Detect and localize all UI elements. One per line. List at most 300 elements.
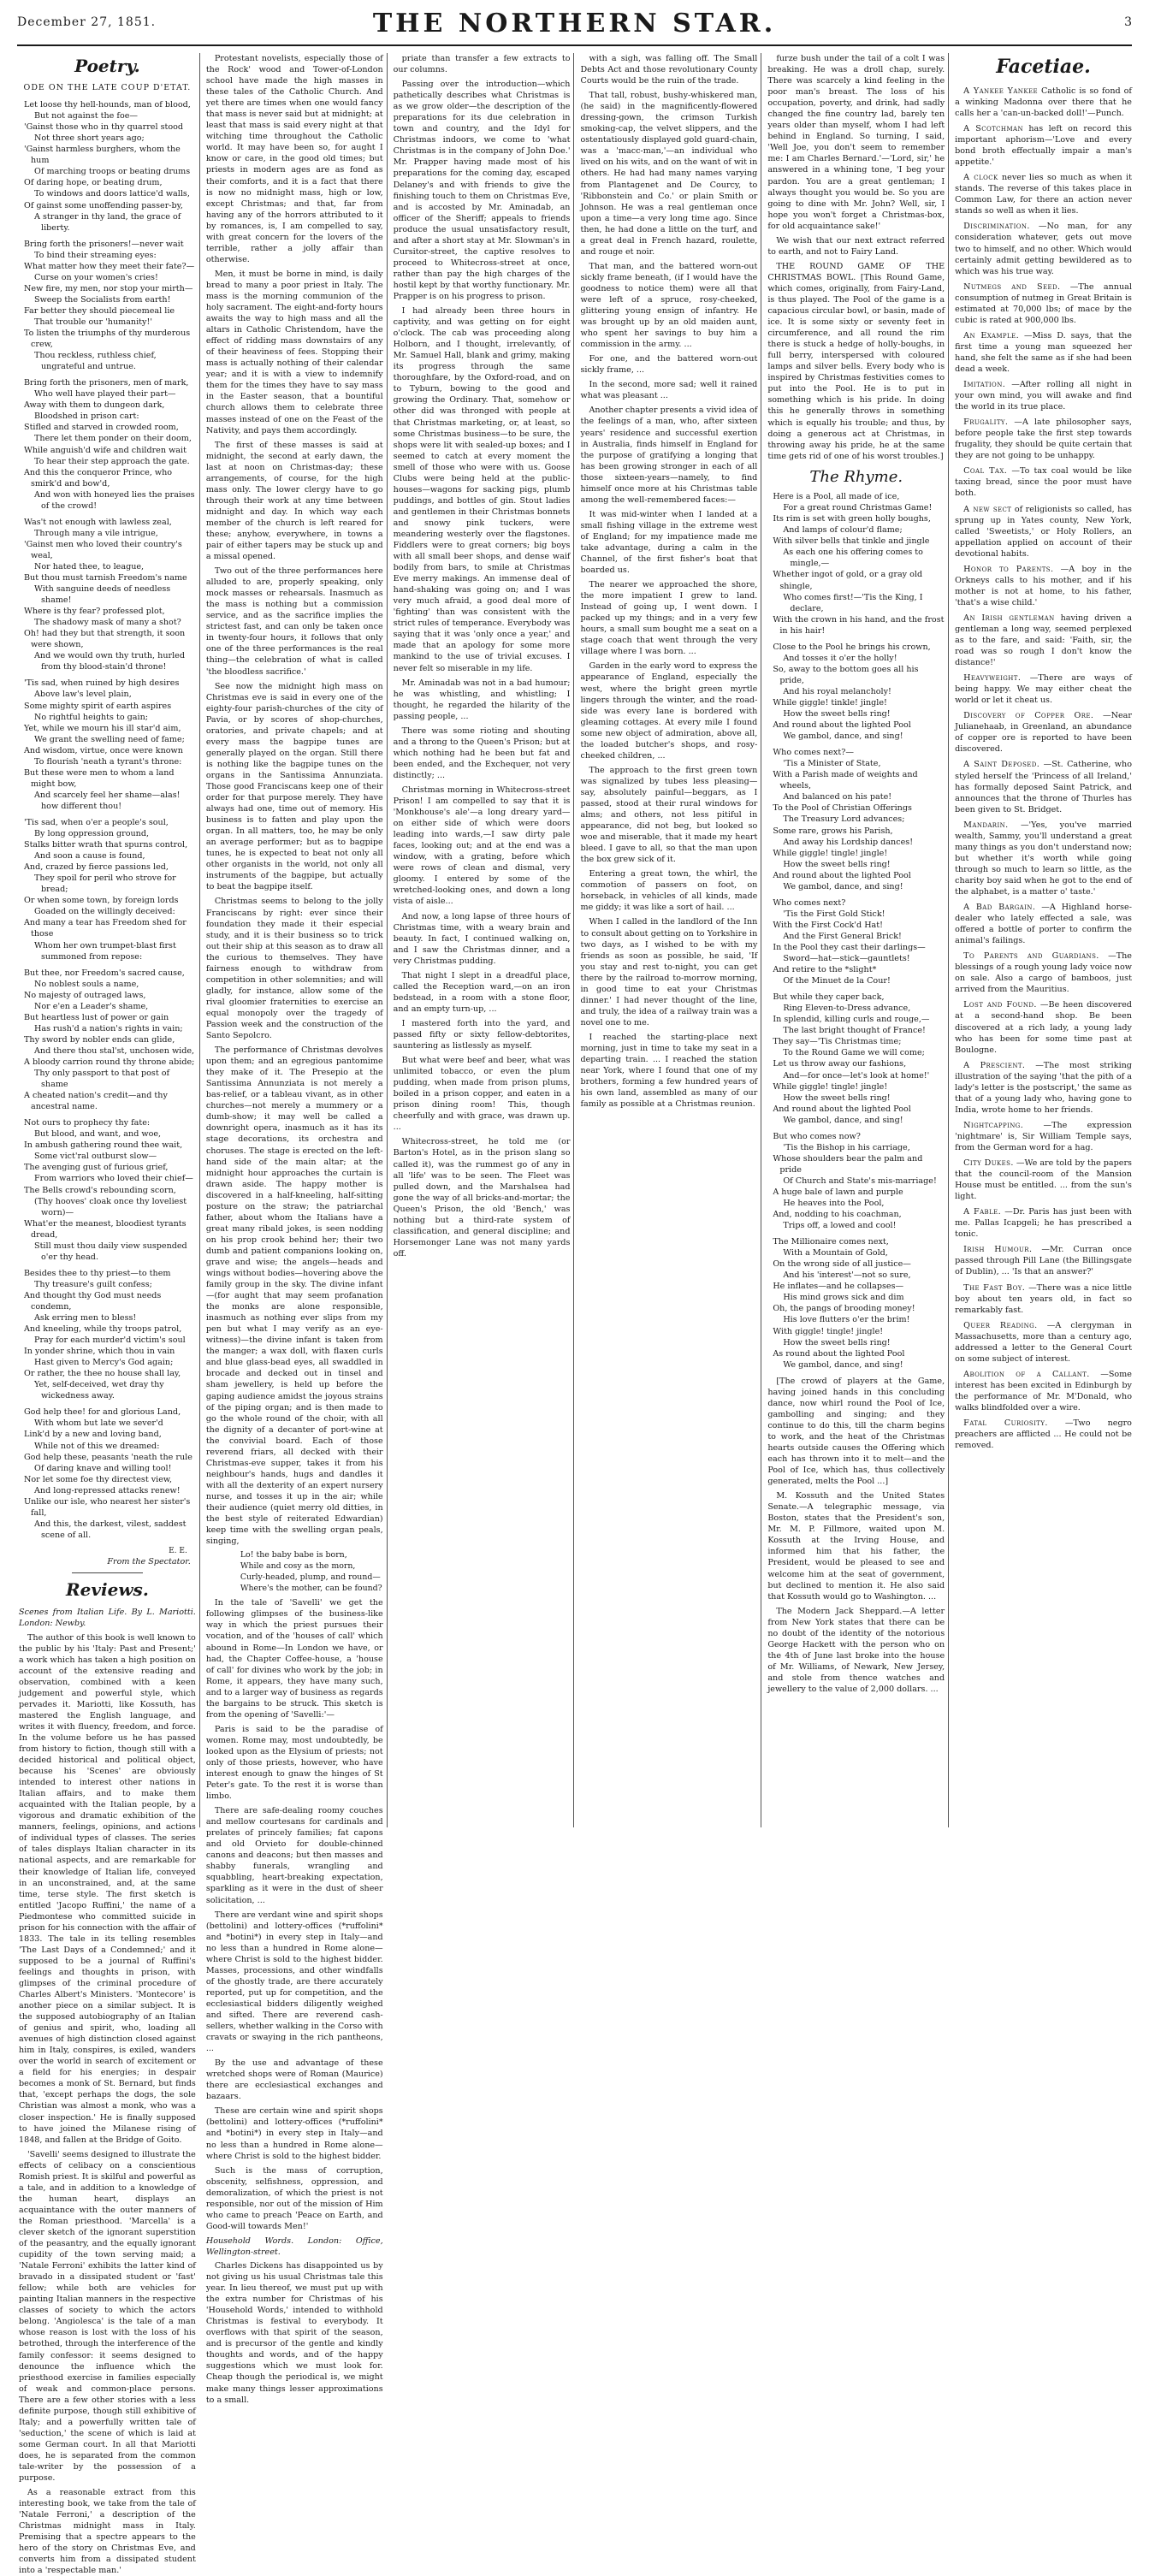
verse-line: But these were men to whom a land might bow, xyxy=(24,767,175,789)
paragraph: Such is the mass of corruption, obscenity, selfishness, oppression, and demoralization, of which the priest is not responsible, nor out of the mission of Him who came to preach 'Peace on Earth, and Good-will towards Men!' xyxy=(205,2165,383,2231)
verse-line: His love flutters o'er the brim! xyxy=(783,1315,910,1325)
poem-signature: E. E. xyxy=(169,1546,187,1555)
verse-line: Nor let some foe thy directest view, xyxy=(24,1474,173,1484)
paragraph: For one, and the battered worn-out sickly frame, ... xyxy=(580,354,758,376)
verse-line: While giggle! tingle! jingle! xyxy=(773,1081,888,1092)
review-continued xyxy=(206,53,383,1547)
verse-line: But who comes now? xyxy=(773,1131,861,1141)
verse-line: They spoil for peril who strove for bread; xyxy=(34,873,176,895)
verse-line: Away with them to dungeon dark, xyxy=(24,400,165,411)
facetiae-text: —Be heen discovered at a second-hand shop. Be been discovered at a rich lady, a young lady who has been for some time past at Boulogne. xyxy=(955,1000,1132,1055)
facetiae-lead: Irish Humour. xyxy=(963,1245,1033,1255)
verse-line: And, nodding to his coachman, xyxy=(773,1210,902,1220)
verse-line: His mind grows sick and dim xyxy=(783,1293,904,1303)
verse-line: From warriors who loved their chief— xyxy=(34,1174,193,1184)
verse-line: We gambol, dance, and sing! xyxy=(783,881,903,891)
facetiae-lead: Queer Reading. xyxy=(963,1320,1038,1330)
facetiae-text: —Dr. Paris has just been with me. Pallas Icapgeli; he has prescribed a tonic. xyxy=(955,1207,1132,1240)
verse-line: And round about the lighted Pool xyxy=(773,1104,911,1114)
verse-line: Bring forth the prisoners!—never wait xyxy=(24,239,184,249)
verse-line: No noblest souls a name, xyxy=(34,979,139,989)
verse-line: But blood, and want, and woe, xyxy=(34,1129,162,1140)
stanza xyxy=(767,747,945,892)
verse-line: And this, the darkest, vilest, saddest scene of all. xyxy=(34,1519,187,1540)
paragraph: When I called in the landlord of the Inn to consult about getting on to Yorkshire in two days, as I wished to be with my friends as soon as possible, he said, 'If you stay and rest to-night, you can get there by the railroad to-morrow morning, in good time to eat your Christmas dinner.' I had never thought of the line, and truly, the idea of a railway train was a novel one to me. xyxy=(580,917,758,1027)
paragraph: The first of these masses is said at midnight, the second at early dawn, the last at noon on Christmas-day; these arrangements, of course, for the high mass only. The lower clergy have to go through their work at any time between midnight and day. In which way each member of the church is left reared for these; anyhow, everywhere, in towns a pair of either tapers may be stuck up and a missal opened. xyxy=(205,440,383,562)
facetiae-heading: Facetiae. xyxy=(996,56,1091,78)
paragraph: I had already been three hours in captivity, and was getting on for eight o'clock. The cab was proceeding along Holborn, and I thought, irrelevantly, of Mr. Samuel Hall, blank and grimy, making its progress through the same thoroughfare, by the Oxford-road, and on to Tyburn, bowing to the good and growing the Ordinary. That, somehow or other did was thronged with people at that Christmas marketing, or, at least, so some Christmas business—to be sure, the shops were lit with sealed-up boxes; and I seemed to catch at every moment the smell of those who were with us. Goose Clubs were being held at the public-houses—wagons for sacking pigs, plumb puddings, and bottles of gin. Stout ladies and gentlemen in their Christmas bonnets and snowy pink tuckers, were meandering westerly over the flagstones. Fiddlers were to great corners; big boys with all small beer shops, and dense waif bodily from bars, to smile at Christmas Eve merry makings. An immense deal of hand-shaking was going on; and I was very much afraid, a good deal more of 'fighting' than was consistent with the strict rules of temperance. Everybody was saying that it was 'only once a year,' and made that an apology for some more mankind to the use of trivial excuses. I never felt so miserable in my life. xyxy=(393,306,571,673)
paragraph: As a reasonable extract from this interesting book, we take from the tale of 'Natale Ferroni,' a description of the Christmas midnight mass in Italy. Premising that a spectre appears to the hero of the story on Christmas Eve, and converts him from a dissipated student into a 'respectable man.' xyxy=(19,2488,196,2576)
verse-line: But not against the foe— xyxy=(34,111,139,121)
paragraph: These are certain wine and spirit shops (bettolini) and lottery-offices (*ruffolini* and *botini*) in every step in Italy—and no less than a hundred in Rome alone—where Christ is sold to the highest bidder. xyxy=(205,2106,383,2161)
facetiae-text: —'Yes, you've married wealth, Sammy, you'll understand a great many things as you don't understand now; but whether it's worth while going through so much to learn so little, as the charity boy said when he got to the end of the alphabet, is a matter o' taste.' xyxy=(955,820,1132,897)
verse-line: Hast given to Mercy's God again; xyxy=(34,1358,174,1368)
verse-line: In ambush gathering round thee wait, xyxy=(24,1140,183,1151)
verse-line: We gambol, dance, and sing! xyxy=(783,1359,903,1370)
verse-line: And scarcely feel her shame—alas! how different thou! xyxy=(34,790,181,811)
poem-title: ODE ON THE LATE COUP D'ETAT. xyxy=(23,83,192,93)
verse-line: We grant the swelling need of fame; xyxy=(34,734,185,744)
christmas-extract xyxy=(767,53,945,258)
paragraph: Whitecross-street, he told me (or Barton's Hotel, as in the prison slang so called it), was the rummest go of any in all 'life' was to be seen. The Fleet was pulled down, and the Marshalsea had gone the way of all bricks-and-mortar; the Queen's Prison, the old 'Bench,' was nothing but a third-rate system of classification, and general discipline; and Horsemonger Lane was not many yards off. xyxy=(393,1137,571,1258)
paragraph: I reached the starting-place next morning, just in time to take my seat in a departing train. ... I reached the station near York, where I found that one of my brothers, forming a few hundred years of his own land, assembled as many of our family as possible at a Christmas reunion. xyxy=(580,1032,758,1110)
stanza xyxy=(19,99,196,234)
verse-line: Stifled and starved in crowded room, xyxy=(24,423,179,433)
verse-line: 'Tis the First Gold Stick! xyxy=(783,909,885,919)
facetiae-text: —The annual consumption of nutmeg in Great Britain is estimated at 70,000 lbs; of mace by the cubic is rated at 900,000 lbs. xyxy=(955,281,1132,325)
verse-line: Ask erring men to bless! xyxy=(34,1313,137,1324)
paragraph: Another chapter presents a vivid idea of the feelings of a man, who, after sixteen years' residence and successful exertion in Australia, finds himself in England for the purpose of gratifying a longing that has been growing stronger in each of all those sixteen-years—namely, to find himself once more at his Christmas table among the well-remembered faces:— xyxy=(580,406,758,505)
facetiae-text: —We are told by the papers that the council-room of the Mansion House must be entitled. ... from the sun's light. xyxy=(955,1158,1132,1202)
verse-line: The shadowy mask of many a shot? xyxy=(34,618,181,628)
verse-line: Thy treasure's guilt confess; xyxy=(34,1279,152,1289)
verse-line: And his royal melancholy! xyxy=(783,686,891,696)
stanza xyxy=(767,642,945,742)
facetiae-lead: A Yankee Yankee xyxy=(963,86,1038,96)
verse-line: While not of this we dreamed: xyxy=(34,1441,160,1451)
verse-line: Of the Minuet de la Cour! xyxy=(783,976,891,986)
facetiae-lead: Nutmegs and Seed. xyxy=(963,281,1061,292)
verse-line: With the First Cock'd Hat! xyxy=(773,920,883,930)
verse-line: Pray for each murder'd victim's soul xyxy=(34,1335,186,1346)
paragraph: But what were beef and beer, what was unlimited tobacco, or even the plum pudding, when made from prison plums, boiled in a prison copper, and eaten in a prison dining room! This, though cheerfully and with grace, was drawn up. ... xyxy=(393,1056,571,1133)
prison-extract xyxy=(394,53,571,1259)
stanza xyxy=(767,992,945,1126)
verse-line: Bloodshed in prison cart: xyxy=(34,412,139,422)
facetiae-lead: A Prescient. xyxy=(963,1060,1026,1070)
verse-line: 'Tis a Minister of State, xyxy=(783,759,881,769)
newspaper-title: THE NORTHERN STAR. xyxy=(372,9,777,38)
facetiae-text: —A boy in the Orkneys calls to his mother, and if his mother is not at home, to his father, 'that's a wise child.' xyxy=(955,564,1132,607)
facetiae-item xyxy=(955,330,1132,375)
verse-line: Who comes next? xyxy=(773,897,846,908)
facetiae-item xyxy=(955,1060,1132,1116)
verse-line: How the sweet bells ring! xyxy=(783,859,891,869)
verse-line: Sword—hat—stick—gauntlets! xyxy=(783,954,910,964)
column-4 xyxy=(578,53,757,1827)
verse-line: (Thy hooves' cloak once thy loveliest worn)— xyxy=(34,1196,187,1217)
facetiae-lead: Imitation. xyxy=(963,380,1006,390)
verse-line: Goaded on the willingly deceived: xyxy=(34,907,175,917)
verse-line: Curse on your women's cries! xyxy=(34,272,158,282)
facetiae-lead: A Scotchman xyxy=(963,124,1023,134)
stanza xyxy=(19,678,196,812)
verse-line: 'Tis the Bishop in his carriage, xyxy=(783,1142,910,1152)
household-words-text: Charles Dickens has disappointed us by not giving us his usual Christmas tale this year. In lieu thereof, we must put up with the extra number for Christmas of his 'Household Words,' intended to withhold Christmas is festival to everybody. It overflows with that spirit of the season, and is precursor of the gentle and kindly thoughts and words, and of the happy suggestions which we must look for. Cheap though the periodical is, we might make many things lesser approximations to a small. xyxy=(205,2260,383,2405)
verse-line: And this the conqueror Prince, who smirk'd and bow'd, xyxy=(24,467,173,489)
facetiae-text: having driven a gentleman a long way, seemed perplexed as to the fare, and said: 'Faith, sir, the road was so rough I don't know the distance!' xyxy=(955,613,1132,668)
reviews-section-heading: Reviews. xyxy=(66,1579,149,1601)
paragraph: 'Savelli' seems designed to illustrate the effects of celibacy on a conscientious Romish priest. It is skilful and powerful as a tale, and in addition to a knowledge of the human heart, displays an acquaintance with the outer manners of the Roman priesthood. 'Marcella' is a clever sketch of the ignorant superstition of the peasantry, and the equally ignorant cupidity of the town serving maid; a 'Natale Ferroni' exhibits the latter kind of bravado in a dissipated student or 'fast' fellow; while both are vehicles for painting Italian manners in the respective classes of society to which the actors belong. 'Angiolesca' is the tale of a man whose reason is lost with the loss of his betrothed, through the interference of the family confessor: it seems designed to denounce the influence which the priesthood exercise in families especially of weak and common-place persons. There are a few other stories with a less definite purpose, though still exhibitive of Italy; and a powerfully written tale of 'seduction,' the scene of which is laid at some German court. In all that Mariotti does, he is separated from the common tale-writer by the possession of a purpose. xyxy=(19,2149,196,2484)
facetiae-item xyxy=(955,902,1132,946)
verse-line: And won with honeyed lies the praises of the crowd! xyxy=(34,489,195,511)
facetiae-item xyxy=(955,710,1132,755)
verse-line: Some vict'ral outburst slow— xyxy=(34,1152,157,1162)
news-items xyxy=(767,1490,945,1695)
verse-line: Thou reckless, ruthless chief, ungrateful and untrue. xyxy=(34,351,157,372)
paragraph: with a sigh, was falling off. The Small Debts Act and those revolutionary County Courts would be the ruin of the trade. xyxy=(580,54,758,86)
stanza xyxy=(19,1268,196,1402)
verse-line: To listen the triumphs of thy murderous crew, xyxy=(24,329,191,350)
verse-line: With whom but late we sever'd xyxy=(34,1418,163,1429)
verse-line: That trouble our 'humanity!' xyxy=(34,317,152,327)
verse-line: Who well have played their part— xyxy=(34,389,176,400)
verse-line: And kneeling, while thy troops patrol, xyxy=(24,1324,182,1335)
verse-line: The Millionaire comes next, xyxy=(773,1237,889,1247)
verse-line: With sanguine deeds of needless shame! xyxy=(34,584,171,606)
facetiae-lead: Abolition of a Callant. xyxy=(963,1369,1090,1379)
paragraph: Passing over the introduction—which pathetically describes what Christmas is as we grow older—the description of the preparations for its due celebration in town and country, and the Idyl for Christmas indoors, we come to 'what Christmas is in the company of John Doe.' Mr. Prapper having made most of his preparations for the coming day, escaped Delaney's and with friends to give the finishing touch to them on Christmas Eve, and is accosted by Mr. Aminadab, an officer of the Sheriff; appeals to friends produce the usual unsatisfactory result, and after a short stay at Mr. Slowman's in Cursitor-street, the captive resolves to proceed to Whitecross-street at once, rather than pay the high charges of the hostil kept by that worthy functionary. Mr. Prapper is on his progress to prison. xyxy=(393,80,571,301)
verse-line: And balanced on his pate! xyxy=(783,792,892,802)
facetiae-text: —A late philosopher says, before people take the first step towards frugality, they should be quite certain that they are not going to be unhappy. xyxy=(955,417,1132,461)
verse-line: A stranger in thy land, the grace of liberty. xyxy=(34,211,181,233)
verse-line: Let loose thy hell-hounds, man of blood, xyxy=(24,100,191,110)
verse-line: And we would own thy truth, hurled from thy blood-stain'd throne! xyxy=(34,651,185,672)
facetiae-text: —No man, for any consideration whatever, gets out move two to himself, and no other. Which would certainly admit getting bewildered as to which was his true way. xyxy=(955,222,1132,276)
verse-line: Whether ingot of gold, or a gray old shingle, xyxy=(773,570,923,591)
round-game-intro: THE ROUND GAME OF THE CHRISTMAS BOWL. [This Round Game, which comes, originally, from Fairy-Land, is thus played. The Pool of the game is a capacious circular bowl, or basin, made of ice. It is some sixty or seventy feet in circumference, and all round the rim there is stuck a hedge of holly-boughs, in full berry, interspersed with coloured lamps and silver bells. Every body who is inspired by Christmas festivities comes to put into the Pool. He is to put in something which is his pride. In doing this he generally throws in something which is equally his trouble; and thus, by doing a generous act at Christmas, in throwing away his pride, he at the same time gets rid of one of his worst troubles.] xyxy=(767,261,945,461)
verse-line: With the crown in his hand, and the frost in his hair! xyxy=(773,614,945,636)
facetiae-lead: A Bad Bargain. xyxy=(963,903,1036,913)
verse-line: And lamps of colour'd flame; xyxy=(783,525,903,536)
facetiae-item xyxy=(955,379,1132,412)
facetiae-lead: Fatal Curiosity. xyxy=(963,1418,1048,1429)
facetiae-text: —There was a nice little boy about ten years old, in fact so remarkably fast. xyxy=(955,1282,1132,1315)
facetiae-text: —Miss D. says, that the first time a young man squeezed her hand, she felt the same as if she had been dead a week. xyxy=(955,330,1132,374)
paragraph: The performance of Christmas devolves upon them; and an egregious pantomime they make of it. The Presepio at the Santissima Annunziata is not merely a bas-relief, or a tableau vivant, as in other churches—not merely a mummery or a dumb-show; it may well be called a downright opera, inasmuch as it has its stage decorations, its orchestra and choruses. The stage is erected on the left-hand side of the main altar; at the midnight hour approaches the curtain is drawn aside. The happy mother is discovered in a half-kneeling, half-sitting posture on the straw; the patriarchal father, about whom the Italians have a great many ribald jokes, is seen nodding on his prop crook behind her; their two dumb and patient companions looking on, grave and wise; the angels—heads and wings without bodies—hovering above the family group in the sky. The divine infant—(for aught that may seem profanation the monks are alone responsible, inasmuch as nothing ever slips from my pen but what I may verify as an eye-witness)—the divine infant is taken from the manger; a wax doll, with flaxen curls and blue glass-bead eyes, all swaddled in brocade and decked out in tinsel and sham jewellery, is held up before the gaping audience amidst the joyous strains of the piping organ; and is then made to go the whole round of the choir, with all the dignity of a decanter of port-wine at the convivial board. Each of those reverend friars, all decked with their Christmas-eve supper, takes it from his neighbour's hands, hugs and dandles it with all the dexterity of an expert nursery nurse, and tosses it up in the air; while their audience (quiet merry old ditties, in the best style of reiterated Edwardian) keep time with the swelling organ peals, singing, xyxy=(205,1045,383,1547)
verse-line: To windows and doors lattice'd walls, xyxy=(34,189,190,199)
stanza xyxy=(767,1131,945,1231)
verse-line: And many a tear has Freedom shed for those xyxy=(24,918,187,939)
facetiae-item xyxy=(955,465,1132,499)
facetiae-lead: Discrimination. xyxy=(963,222,1030,232)
verse-line: A huge bale of lawn and purple xyxy=(773,1187,903,1197)
rhyme xyxy=(767,491,945,1371)
verse-line: He inflates—and he collapses— xyxy=(773,1282,904,1292)
verse-line: And—for once—let's look at home!' xyxy=(783,1070,930,1081)
facetiae-text: —To tax coal would be like taxing bread, since the poor must have both. xyxy=(955,466,1132,499)
verse-line: To the Round Game we will come; xyxy=(783,1048,925,1058)
column-5 xyxy=(766,53,945,1827)
paragraph: Paris is said to be the paradise of women. Rome may, most undoubtedly, be looked upon as the Elysium of priests; not only of those priests, however, who have interest enough to gnaw the hinges of St Peter's gate. To the rest it is worse than limbo. xyxy=(205,1724,383,1802)
verse-line: Where is thy fear? professed plot, xyxy=(24,607,165,617)
verse-line: As round about the lighted Pool xyxy=(773,1348,905,1359)
verse-line: So, away to the bottom goes all his pride, xyxy=(773,664,919,685)
facetiae-item xyxy=(955,86,1132,119)
stanza xyxy=(19,817,196,962)
facetiae-text: —A Highland horse-dealer who lately effected a sale, was offered a bottle of porter to confirm the animal's failings. xyxy=(955,903,1132,946)
verse-line: Where's the mother, can be found? xyxy=(240,1583,382,1593)
paragraph: The nearer we approached the shore, the more impatient I grew to land. Instead of going up, I went down. I packed up my things; and in a very few hours, a small sum bought me a seat on a stage coach that went through the very village where I was born. ... xyxy=(580,580,758,657)
masthead xyxy=(17,7,1132,46)
paragraph: The author of this book is well known to the public by his 'Italy: Past and Present;' a work which has taken a high position on account of the extensive reading and observation, combined with a keen judgement and powerful style, which pervades it. Mariotti, like Kossuth, has mastered the English language, and writes it with fluency, freedom, and force. In the volume before us he has passed from history to fiction, though still with a decided historical and political object, because his 'Scenes' are obviously intended to interest other nations in Italian affairs, and to make them acquainted with the Italian people, by a vigorous and dramatic exhibition of the manners, feelings, opinions, and actions of individual types of classes. The series of tales displays Italian character in its national aspects, and are remarkable for their knowledge of Italian life, conveyed in an unconstrained, and, at the same time, terse style. The first sketch is entitled 'Jacopo Ruffini,' the name of a Piedmontese who committed suicide in prison for his connection with the affair of 1833. The tale in its telling resembles 'The Last Days of a Condemned;' and it supposed to be a journal of Ruffini's feelings and thoughts in prison, with glimpses of the criminal procedure of Charles Albert's Ministers. 'Montecore' is another piece on a similar subject. It is the supposed autobiography of an Italian of genius and spirit, who, loading all avenues of high distinction closed against him in Italy, conspires, is exiled, wanders over the world in search of excitement or a field for his energies; in despair becomes a monk of St. Bernard, but finds that, 'except perhaps the dogs, the sole Christian was almost a monk, who was a closer inspection.' He is finally supposed to have joined the Milanese rising of 1848, and fallen at the Bridge of Goito. xyxy=(19,1632,196,2145)
divider xyxy=(72,1572,143,1573)
facetiae-item xyxy=(955,221,1132,276)
verse-line: The avenging gust of furious grief, xyxy=(24,1163,169,1173)
verse-line: And round about the lighted Pool xyxy=(773,720,911,731)
verse-line: They say—'Tis Christmas time; xyxy=(773,1037,902,1047)
verse-line: Of marching troops or beating drums xyxy=(34,167,191,177)
verse-line: How the sweet bells ring! xyxy=(783,709,891,720)
facetiae-list xyxy=(955,86,1132,1451)
verse-line: And soon a cause is found, xyxy=(34,851,145,862)
facetiae-item xyxy=(955,123,1132,168)
verse-line: Of daring knave and willing tool! xyxy=(34,1463,172,1473)
verse-line: He heaves into the Pool, xyxy=(783,1199,885,1209)
verse-line: Oh! had they but that strength, it soon were shown, xyxy=(24,629,186,650)
verse-line: Unlike our isle, who nearest her sister's fall, xyxy=(24,1496,191,1518)
verse-line: Stalks bitter wrath that spurns control, xyxy=(24,840,188,850)
verse-line: And wisdom, virtue, once were known xyxy=(24,745,183,755)
stanza xyxy=(19,377,196,512)
verse-line: Not three short years ago; xyxy=(34,133,145,144)
stanza xyxy=(19,239,196,373)
verse-line: For a great round Christmas Game! xyxy=(783,503,933,513)
verse-line: Was't not enough with lawless zeal, xyxy=(24,517,172,527)
verse-line: In the Pool they cast their darlings— xyxy=(773,942,926,952)
verse-line: A bloody carrion round thy throne abide; xyxy=(24,1057,195,1067)
paragraph: M. Kossuth and the United States Senate.—A telegraphic message, via Boston, states that the President's son, Mr. M. P. Fillmore, waited upon M. Kossuth at the Irving House, and informed him that his father, the President, would be pleased to see and welcome him at the seat of government, but declined to mention it. He also said that Kossuth would go to Washington. ... xyxy=(767,1491,945,1602)
facetiae-text: never lies so much as when it stands. The reverse of this takes place in Common Law, for there an action never stands so well as when it lies. xyxy=(955,173,1132,216)
verse-line: God help these, peasants 'neath the rule xyxy=(24,1452,192,1462)
verse-line: Close to the Pool he brings his crown, xyxy=(773,642,931,652)
australian-extract xyxy=(580,53,757,1110)
stanza xyxy=(19,1117,196,1263)
verse-line: Oh, the pangs of brooding money! xyxy=(773,1304,915,1314)
facetiae-lead: Honor to Parents. xyxy=(963,564,1054,574)
verse-line: Yet, self-deceived, wet dray thy wickedness away. xyxy=(34,1380,164,1401)
facetiae-item xyxy=(955,1418,1132,1451)
facetiae-lead: The Fast Boy. xyxy=(963,1282,1026,1293)
verse-line: With a Mountain of Gold, xyxy=(783,1248,888,1258)
paragraph: I mastered forth into the yard, and passed fifty or sixty fellow-debtorites, sauntering as listlessly as myself. xyxy=(393,1018,571,1051)
facetiae-item xyxy=(955,1320,1132,1365)
verse-line: Not ours to prophecy thy fate: xyxy=(24,1118,151,1128)
verse-line: Thy only passport to that post of shame xyxy=(34,1069,170,1090)
verse-line: And thought thy God must needs condemn, xyxy=(24,1290,162,1312)
paragraph: Entering a great town, the whirl, the commotion of passers on foot, on horseback, in vehicles of all kinds, made me giddy; it was like a sort of hail. ... xyxy=(580,869,758,913)
verse-line: Let us throw away our fashions, xyxy=(773,1059,907,1069)
verse-line: Has rush'd a nation's rights in vain; xyxy=(34,1023,183,1033)
verse-line: To bind their streaming eyes: xyxy=(34,250,157,260)
facetiae-lead: Nightcapping. xyxy=(963,1120,1024,1130)
verse-line: And the First General Brick! xyxy=(783,931,902,941)
paragraph: In the tale of 'Savelli' we get the following glimpses of the business-like way in which the priest pursues their vocation, and of the 'houses of call' which abound in Rome—In London we have, or had, the Chapter Coffee-house, a 'house of call' for divines who work by the job; in Rome, it appears, they have many such, and to a larger way of business as regards the bargains to be struck. This sketch is from the opening of 'Savelli:'— xyxy=(205,1598,383,1720)
facetiae-lead: An Irish gentleman xyxy=(963,613,1055,623)
facetiae-lead: Lost and Found. xyxy=(963,1000,1037,1010)
verse-line: In yonder shrine, which thou in vain xyxy=(24,1347,175,1357)
verse-line: No majesty of outraged laws, xyxy=(24,990,146,1000)
verse-line: 'Tis sad, when ruined by high desires xyxy=(24,678,180,689)
paragraph: The Modern Jack Sheppard.—A letter from New York states that there can be no doubt of the identity of the notorious George Hackett with the person who on the 4th of June last broke into the house of Mr. Williams, of Newark, New Jersey, and stole from thence watches and jewellery to the value of 2,000 dollars. ... xyxy=(767,1606,945,1694)
paragraph: The approach to the first green town was signalized by tubes less pleasing—say, absolutely painful—beggars, as I passed, stood at their rural windows for alms; and others, not less pitiful in appearance, did not beg, but looked so woe and miserable, that it made my heart bleed. I gave to all, so that the man upon the box grew sick of it. xyxy=(580,765,758,865)
verse-line: And there thou stal'st, unchosen wide, xyxy=(34,1045,195,1056)
paragraph: We wish that our next extract referred to earth, and not to Fairy Land. xyxy=(767,235,945,257)
facetiae-item xyxy=(955,950,1132,995)
paragraph: Christmas morning in Whitecross-street Prison! I am compelled to say that it is 'Monkhouse's ale'—a long dreary yard—on either side of which were doors leading into wards,—I saw dirty pale faces, looking out; and at the end was a window, with a grating, before which were rows of clean and dismal, very gloomy. I entered by some of the wretched-looking ones, and down a long vista of aisle... xyxy=(393,785,571,907)
paragraph: It was mid-winter when I landed at a small fishing village in the extreme west of England; for my impatience made me take advantage, during a calm in the Channel, of the first fisher's boat that boarded us. xyxy=(580,509,758,576)
verse-line: How the sweet bells ring! xyxy=(783,1093,891,1103)
stanza xyxy=(19,968,196,1113)
verse-line: Of Church and State's mis-marriage! xyxy=(783,1175,937,1186)
verse-line: Some mighty spirit of earth aspires xyxy=(24,701,172,711)
verse-line: And his 'interest'—not so sure, xyxy=(783,1270,911,1281)
verse-line: As each one his offering comes to mingle,— xyxy=(783,548,923,569)
facetiae-item xyxy=(955,1244,1132,1277)
review-body xyxy=(19,1632,196,2576)
verse-line: Nor hated thee, to league, xyxy=(34,561,145,571)
column-3 xyxy=(392,53,571,1827)
verse-line: Whom her own trumpet-blast first summoned from repose: xyxy=(34,940,176,962)
verse-line: We gambol, dance, and sing! xyxy=(783,1115,903,1125)
facetiae-lead: A Saint Deposed. xyxy=(963,760,1040,770)
verse-line: Sweep the Socialists from earth! xyxy=(34,294,171,305)
paragraph: There are safe-dealing roomy couches and mellow courtesans for cardinals and prelates of princely families; fat capons and old Orvieto for double-chinned canons and deacons; but then masses and shabby funerals, wrangling and squabbling, heart-breaking expectation, sparkling as it were in the dust of sheer solicitation, ... xyxy=(205,1806,383,1905)
verse-line: Ring Eleven-to-Dress advance, xyxy=(783,1004,911,1014)
verse-line: To flourish 'neath a tyrant's throne: xyxy=(34,756,182,767)
paragraph: See now the midnight high mass on Christmas eve is said in every one of the eighty-four parish-churches of the city of Pavia, or by scores of shop-churches, oratories, and private chapels; and at every mass the bagpipe tunes are generally played on the organ. Still there is nothing like the bagpipe tunes on the organs in the Santissima Annunziata. Those good Franciscans keep one of their order for that purpose merely. They have always had one, time out of memory. His business is to fatten and play upon the organ. In all matters, too, he may be only an average performer; but as to bagpipe tunes, he is expected to beat not only all other organists in the world, not only all instruments of the bagpipe, but actually to beat the bagpipe itself. xyxy=(205,681,383,892)
facetiae-text: —Some interest has been excited in Edinburgh by the performance of Mr. M'Donald, who walks blindfolded over a wire. xyxy=(955,1369,1132,1412)
column-2 xyxy=(204,53,383,2405)
verse-line: There let them ponder on their doom, xyxy=(34,434,192,444)
stanza xyxy=(19,517,196,673)
verse-line: 'Gainst harmless burghers, whom the hum xyxy=(24,145,181,166)
verse-line: The Treasury Lord advances; xyxy=(783,814,905,825)
facetiae-lead: Mandarin. xyxy=(963,820,1009,830)
verse-line: Still must thou daily view suspended o'er thy head. xyxy=(34,1241,187,1262)
facetiae-text: —The blessings of a rough young lady voice now on sale. Also a cargo of bamboos, just arrived from the Mauritius. xyxy=(955,951,1132,995)
verse-line: Or rather, the thee no house shall lay, xyxy=(24,1369,181,1379)
issue-date: December 27, 1851. xyxy=(17,15,157,29)
facetiae-lead: A clock xyxy=(963,173,998,183)
verse-line: While anguish'd wife and children wait xyxy=(24,445,187,455)
facetiae-text: —The most striking illustration of the saying 'that the pith of a lady's letter is the postscript,' the same as that of a young lady who, having gone to India, wrote home to her friends. xyxy=(955,1060,1132,1115)
paragraph: In the second, more sad; well it rained what was pleasant ... xyxy=(580,380,758,401)
verse-line: With giggle! tingle! jingle! xyxy=(773,1326,884,1336)
verse-line: By long oppression ground, xyxy=(34,829,150,839)
verse-line: And tosses it o'er the holly! xyxy=(783,653,897,663)
paragraph: By the use and advantage of these wretched shops were of Roman (Maurice) there are ecclesiastical exchanges and bazaars. xyxy=(205,2058,383,2102)
paragraph: There was some rioting and shouting and a throng to the Queen's Prison; but at which nothing had he been but fat and been ended, and the Exchequer, not very distinctly; ... xyxy=(393,725,571,780)
verse-line: And away his Lordship dances! xyxy=(783,837,914,847)
review-title: Scenes from Italian Life. By L. Mariotti. London: Newby. xyxy=(19,1608,196,1629)
facetiae-item xyxy=(955,613,1132,668)
verse-line: And round about the lighted Pool xyxy=(773,870,911,880)
rhyme-heading: The Rhyme. xyxy=(809,467,903,486)
page-number: 3 xyxy=(1124,15,1132,29)
paragraph: priate than transfer a few extracts to our columns. xyxy=(393,54,571,75)
savelli-extract xyxy=(206,1597,383,2232)
facetiae-item xyxy=(955,1282,1132,1316)
verse-line: We gambol, dance, and sing! xyxy=(783,731,903,742)
carol-verse xyxy=(206,1550,383,1594)
poetry-section-heading: Poetry. xyxy=(74,56,140,76)
verse-line: Or when some town, by foreign lords xyxy=(24,896,179,906)
facetiae-lead: Heavyweight. xyxy=(963,673,1022,684)
verse-line: Link'd by a new and loving band, xyxy=(24,1430,162,1440)
verse-line: Who comes next?— xyxy=(773,748,854,758)
paragraph: furze bush under the tail of a colt I was breaking. He was a droll chap, surely. There was scarcely a kind feeling in the poor man's breast. The loss of his occupation, poverty, and drink, had sadly changed the fine country lad, barely ten years older than myself, whom I had left behind in England. So turning, I said, 'Well Joe, you don't seem to remember me: I am Charles Bernard.'—'Lord, sir,' he answered in a whining tone, 'I beg your pardon. You are a great gentleman; I always thought you would be. So you are going to dine with Mr. John? Well, sir, I hope you won't forget a Christmas-box, for old acquaintance sake!' xyxy=(767,54,945,231)
verse-line: Of gainst some unoffending passer-by, xyxy=(24,200,183,210)
facetiae-item xyxy=(955,1369,1132,1413)
verse-line: Besides thee to thy priest—to them xyxy=(24,1268,171,1278)
paragraph: Christmas seems to belong to the jolly Franciscans by right: ever since their foundation they made it their especial study, and it is their business so to trick out their ship at this season as to draw all the curious to themselves. They have fairness enough to withdraw from competition in other solemnities; and will gladly, for instance, allow some of the rival gloomier fraternities to exercise an equal monopoly over the tragedy of Passion week and the construction of the Santo Sepolcro. xyxy=(205,897,383,1041)
facetiae-lead: City Dukes. xyxy=(963,1158,1014,1169)
verse-line: But thou must tarnish Freedom's name xyxy=(24,573,187,583)
facetiae-text: —After rolling all night in your own mind, you will awake and find the world in its true place. xyxy=(955,380,1132,412)
verse-line: Some rare, grows his Parish, xyxy=(773,826,893,836)
facetiae-text: —There are ways of being happy. We may either cheat the world or let it cheat us. xyxy=(955,673,1132,706)
rhyme-closing: [The crowd of players at the Game, having joined hands in this concluding dance, now whirl round the Pool of Ice, gambolling and singing; and they continue to do this, till the charm begins to work, and the heat of the Christmas hearts outside causes the Offering which each has thrown into it to melt—and the Pool of Ice, which has, thus collectively generated, melts the Pool ...] xyxy=(767,1376,945,1487)
verse-line: While giggle! tingle! jingle! xyxy=(773,848,888,858)
paragraph: Men, it must be borne in mind, is daily bread to many a poor priest in Italy. The mass is the morning communion of the holy sacrament. The eight-and-forty hours awaits the way to high mass and all the altars in Catholic Christendom, have the effect of ridding mass downstairs of any of their heaviness of fees. Stopping their mass is actually nothing of their calendar year; and it is with a view to indemnify them for the times they have to say mass in the Easter season, that a bountiful church allows them to celebrate three masses instead of one on the Feast of the Nativity, and pays them accordingly. xyxy=(205,269,383,435)
facetiae-text: Catholic is so fond of a winking Madonna over there that he calls her a 'can-un-backed doll!'—Punch. xyxy=(955,86,1132,118)
paragraph: Protestant novelists, especially those of the Rock' wood and Tower-of-London school have made the high masses in these tales of the Catholic Church. And yet there are times when one would fancy that mass is never said but at midnight; at least that mass is said every night at that witching time throughout the Catholic world. It may have been so, for aught I know or care, in the good old times; but priests in modern ages are as fond as their comforts, and it is a fact that there is now no midnight mass, high or low, except Christmas; and that, far from having any of the horrors attributed to it by romances, is, I am compelled to say, with great concern for the lovers of the terrible, rather a jolly affair than otherwise. xyxy=(205,54,383,264)
facetiae-item xyxy=(955,504,1132,560)
paragraph: Garden in the early word to express the appearance of England, especially the west, where the bright green myrtle lingers through the winter, and the road-side was every lane is bordered with gleaming cottages. At every mile I found some new object of admiration, above all, the loaded butcher's shops, and rosy-cheeked children, ... xyxy=(580,661,758,761)
verse-line: Curly-headed, plump, and round— xyxy=(240,1572,381,1582)
verse-line: With silver bells that tinkle and jingle xyxy=(773,536,930,547)
facetiae-item xyxy=(955,1206,1132,1240)
verse-line: The Bells crowd's rebounding scorn, xyxy=(24,1185,176,1195)
facetiae-lead: A new sect xyxy=(963,504,1012,514)
verse-line: But while they caper back, xyxy=(773,992,885,1003)
facetiae-lead: To Parents and Guardians. xyxy=(963,951,1099,962)
facetiae-item xyxy=(955,1158,1132,1202)
column-1 xyxy=(17,53,196,2576)
verse-line: In splendid, killing curls and rouge,— xyxy=(773,1015,930,1025)
facetiae-lead: Frugality. xyxy=(963,417,1009,428)
facetiae-item xyxy=(955,999,1132,1055)
facetiae-text: —The expression 'nightmare' is, Sir William Temple says, from the German word for a hag. xyxy=(955,1120,1132,1152)
verse-line: What matter how they meet their fate?— xyxy=(24,261,195,271)
verse-line: To the Pool of Christian Offerings xyxy=(773,803,912,814)
paragraph: There are verdant wine and spirit shops (bettolini) and lottery-offices (*ruffolini* and *botini*) in every step in Italy—and no less than a hundred in Rome alone—where Christ is sold to the highest bidder. Masses, processions, and other windfalls of the ghostly trade, are there accurately reported, put up for competition, and the ecclesiastical bidders diligently weighed and sifted. There are reverend cash-sellers, whether walking in the Corso with cravats or swaying in the rich pantheons, ... xyxy=(205,1910,383,2054)
facetiae-text: of religionists so called, has sprung up in Yates county, New York, called 'Sweetists,' or Holy Rollers, an appellation applied on account of their devotional habits. xyxy=(955,504,1132,559)
stanza xyxy=(767,1236,945,1371)
facetiae-item xyxy=(955,820,1132,897)
facetiae-lead: An Example. xyxy=(963,330,1020,341)
verse-line: The last bright thought of France! xyxy=(783,1026,926,1036)
verse-line: While giggle! tinkle! jingle! xyxy=(773,698,887,708)
paragraph: That tall, robust, bushy-whiskered man, (he said) in the magnificently-flowered dressing-gown, the crimson Turkish smoking-cap, the velvet slippers, and the ostentatiously displayed gold guard-chain, was a 'macc-man,'—an individual who lived on his wits, and on the want of wit in others. He had had many names varying from Plantagenet and De Courcy, to 'Ribbonstein and Co.' or plain Smith or Johnson. He was a real gentleman once upon a time—a very long time ago. Since then, he had done a little on the turf, and a great deal in French hazard, roulette, and rouge et noir. xyxy=(580,91,758,257)
verse-line: How the sweet bells ring! xyxy=(783,1337,891,1347)
verse-line: But thee, nor Freedom's sacred cause, xyxy=(24,968,185,978)
verse-line: 'Gainst men who loved their country's weal, xyxy=(24,539,182,560)
paragraph: That man, and the battered worn-out sickly frame beneath, (if I would have the goodness to notice them) were all that were left of a spruce, rosy-cheeked, glittering young ensign of infantry. He was brought up by an old maiden aunt, who spent her savings to buy him a commission in the army. ... xyxy=(580,261,758,350)
poem-source: From the Spectator. xyxy=(107,1557,191,1567)
verse-line: Thy sword by nobler ends can glide, xyxy=(24,1034,175,1045)
